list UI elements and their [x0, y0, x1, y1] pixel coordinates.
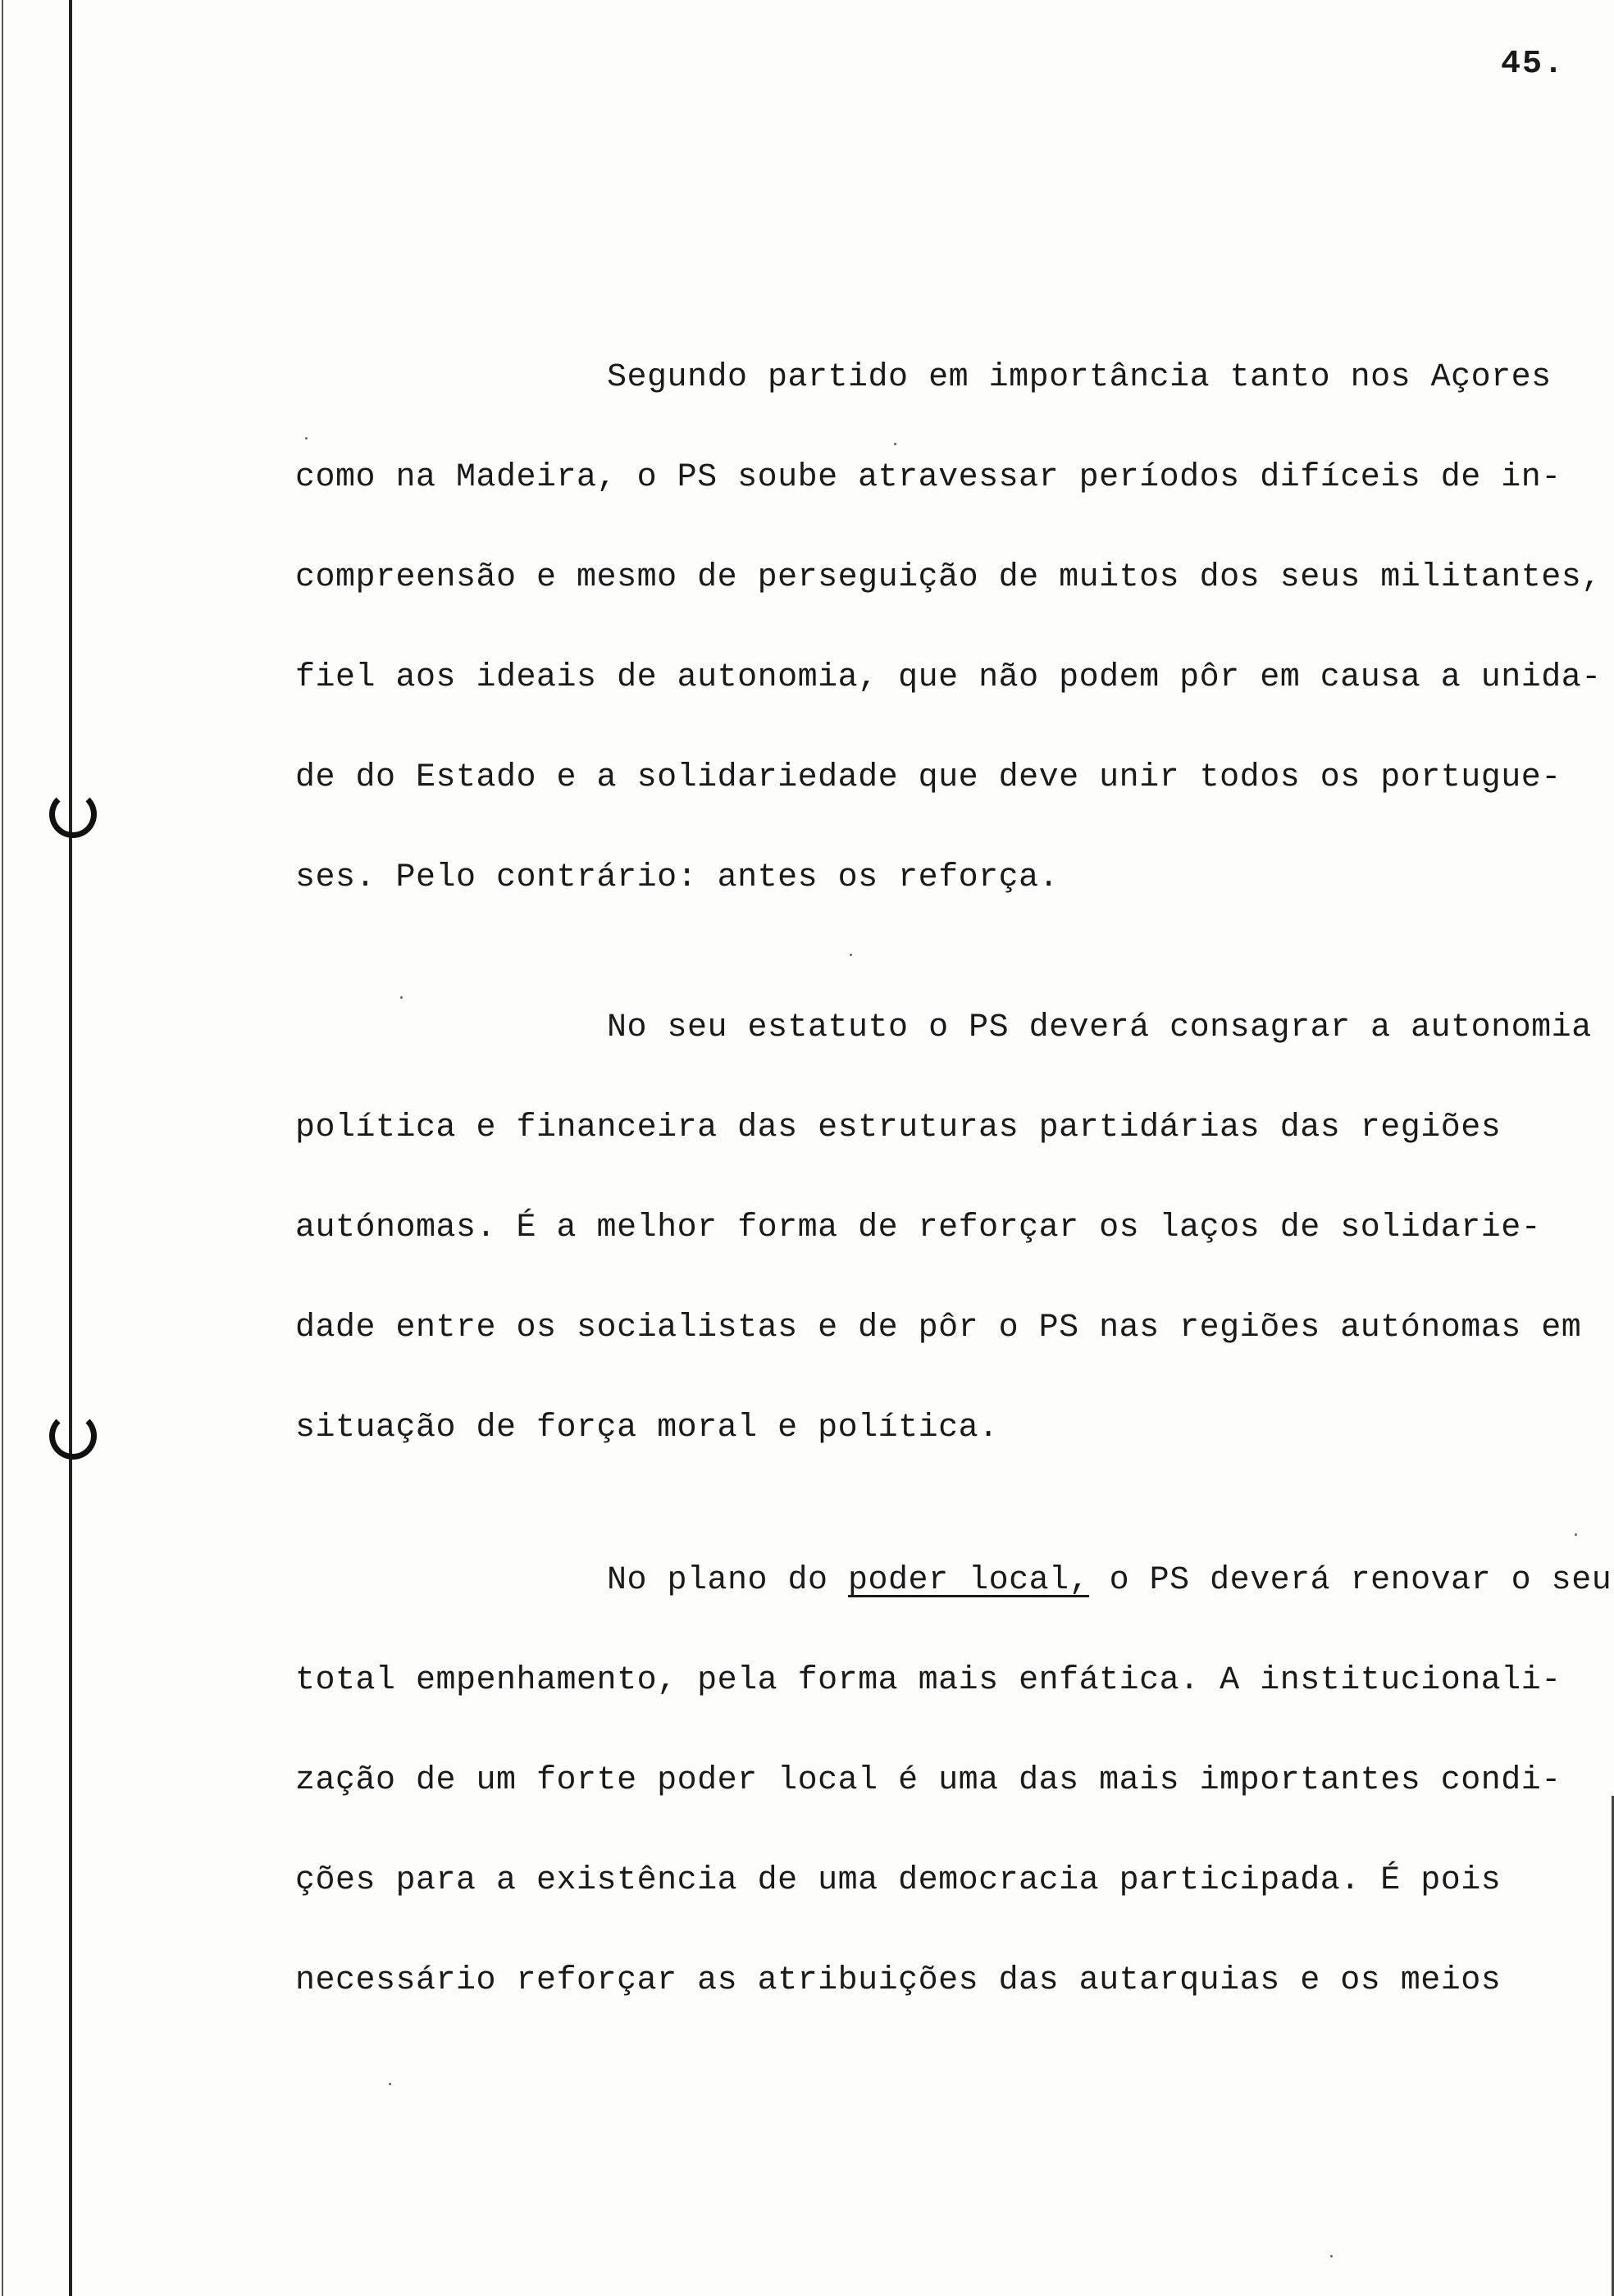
- scan-speck: [850, 954, 852, 956]
- scan-speck: [389, 2083, 391, 2085]
- text-line: total empenhamento, pela forma mais enfática. A institucionali-: [295, 1662, 1562, 1699]
- paragraph-3: [295, 1531, 1612, 2031]
- text-line: política e financeira das estruturas partidárias das regiões: [295, 1109, 1502, 1146]
- scan-speck: [1575, 1533, 1577, 1536]
- text-line: situação de força moral e política.: [295, 1410, 999, 1446]
- paragraph-2: [295, 978, 1592, 1478]
- text-line: zação de um forte poder local é uma das mais importantes condi-: [295, 1762, 1562, 1799]
- text-line: autónomas. É a melhor forma de reforçar os laços de solidarie-: [295, 1210, 1542, 1246]
- text-line: dade entre os socialistas e de pôr o PS nas regiões autónomas em: [295, 1310, 1582, 1346]
- text-line: ses. Pelo contrário: antes os reforça.: [295, 859, 1060, 896]
- text-line: Segundo partido em importância tanto nos Açores: [607, 359, 1552, 396]
- text-fragment: No plano do: [607, 1562, 849, 1599]
- text-line: como na Madeira, o PS soube atravessar períodos difíceis de in-: [295, 459, 1562, 496]
- left-page-edge: [2, 0, 3, 2296]
- binder-margin-line: [69, 0, 72, 2296]
- text-line: No seu estatuto o PS deverá consagrar a autonomia: [607, 1009, 1592, 1046]
- text-line: necessário reforçar as atribuições das autarquias e os meios: [295, 1962, 1502, 1999]
- text-line: ções para a existência de uma democracia participada. É pois: [295, 1862, 1502, 1899]
- text-line: de do Estado e a solidariedade que deve unir todos os portugue-: [295, 759, 1562, 796]
- binder-ring-icon: [49, 790, 97, 838]
- underlined-term: poder local,: [848, 1562, 1090, 1599]
- scan-speck: [1330, 2255, 1333, 2257]
- binder-ring-icon: [49, 1412, 97, 1460]
- scan-speck: [305, 437, 308, 440]
- text-line: fiel aos ideais de autonomia, que não podem pôr em causa a unida-: [295, 659, 1602, 696]
- scan-speck: [894, 443, 896, 445]
- text-fragment: o PS deverá renovar o seu: [1089, 1562, 1612, 1599]
- paragraph-1: [295, 328, 1602, 928]
- text-line: [295, 1531, 1612, 1631]
- scan-speck: [400, 996, 403, 999]
- text-line: compreensão e mesmo de perseguição de muitos dos seus militantes,: [295, 559, 1602, 596]
- page-number: 45.: [1500, 46, 1565, 83]
